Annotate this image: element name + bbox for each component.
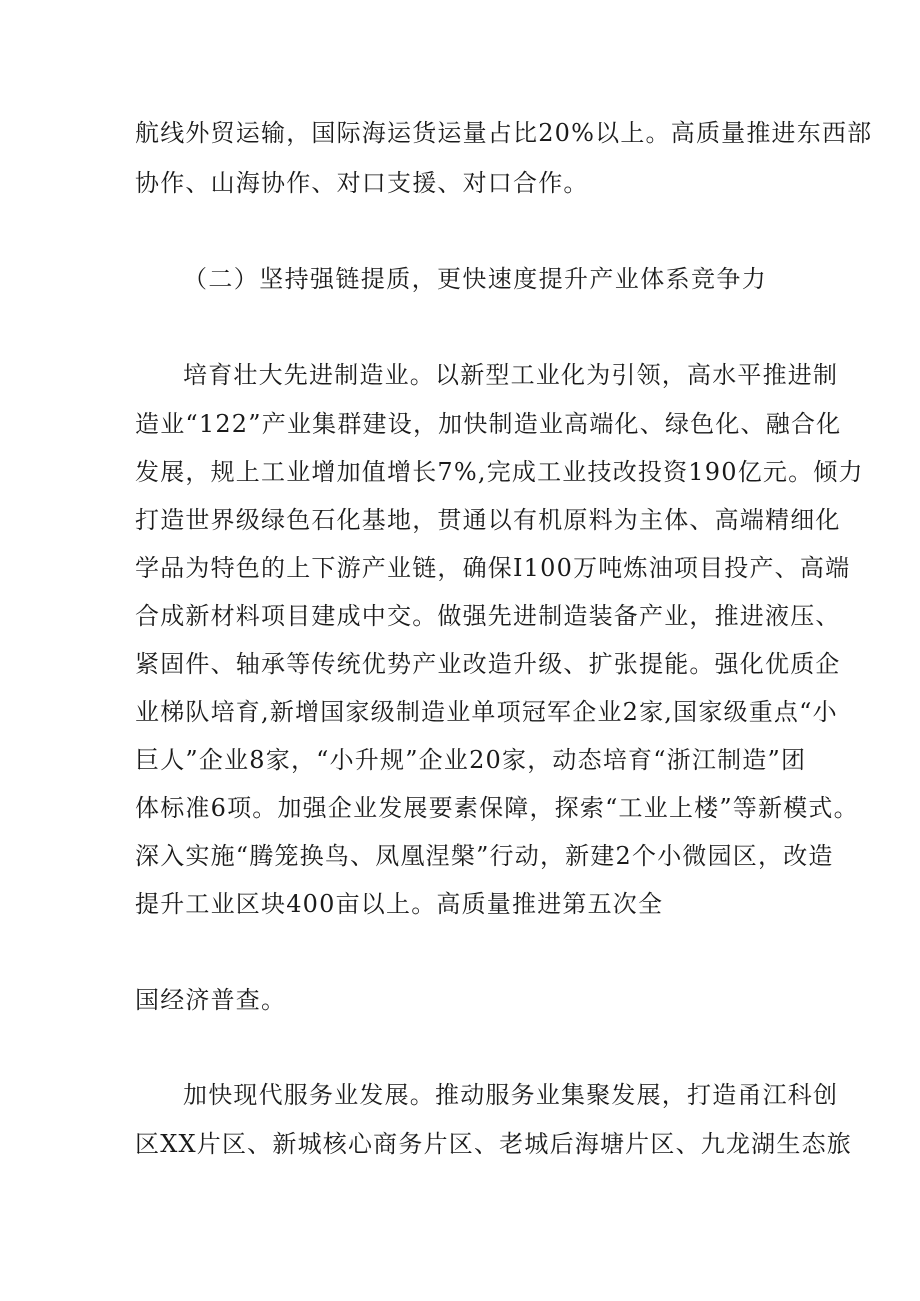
section-heading: （二）坚持强链提质，更快速度提升产业体系竞争力 xyxy=(183,265,768,293)
paragraph-line: 国经济普查。 xyxy=(135,986,287,1014)
paragraph-line: 合成新材料项目建成中交。做强先进制造装备产业，推进液压、 xyxy=(135,602,841,630)
paragraph-line: 深入实施“腾笼换鸟、凤凰涅槃”行动，新建2个小微园区，改造 xyxy=(135,842,834,870)
paragraph-line: 业梯队培育,新增国家级制造业单项冠军企业2家,国家级重点“小 xyxy=(135,698,838,726)
paragraph-line: 航线外贸运输，国际海运货运量占比20%以上。高质量推进东西部 xyxy=(135,119,873,147)
paragraph-line: 体标准6项。加强企业发展要素保障，探索“工业上楼”等新模式。 xyxy=(135,794,859,822)
paragraph-line: 紧固件、轴承等传统优势产业改造升级、扩张提能。强化优质企 xyxy=(135,650,841,678)
paragraph-line: 发展，规上工业增加值增长7%,完成工业技改投资190亿元。倾力 xyxy=(135,458,864,486)
paragraph-line: 加快现代服务业发展。推动服务业集聚发展，打造甬江科创 xyxy=(183,1081,839,1109)
paragraph-line: 培育壮大先进制造业。以新型工业化为引领，高水平推进制 xyxy=(183,361,839,389)
paragraph-line: 巨人”企业8家，“小升规”企业20家，动态培育“浙江制造”团 xyxy=(135,746,807,774)
paragraph-line: 区XX片区、新城核心商务片区、老城后海塘片区、九龙湖生态旅 xyxy=(135,1130,852,1158)
paragraph-line: 协作、山海协作、对口支援、对口合作。 xyxy=(135,169,589,197)
paragraph-line: 造业“122”产业集群建设，加快制造业高端化、绿色化、融合化 xyxy=(135,410,842,438)
paragraph-line: 打造世界级绿色石化基地，贯通以有机原料为主体、高端精细化 xyxy=(135,506,841,534)
paragraph-line: 学品为特色的上下游产业链，确保I100万吨炼油项目投产、高端 xyxy=(135,554,851,582)
paragraph-line: 提升工业区块400亩以上。高质量推进第五次全 xyxy=(135,890,664,918)
